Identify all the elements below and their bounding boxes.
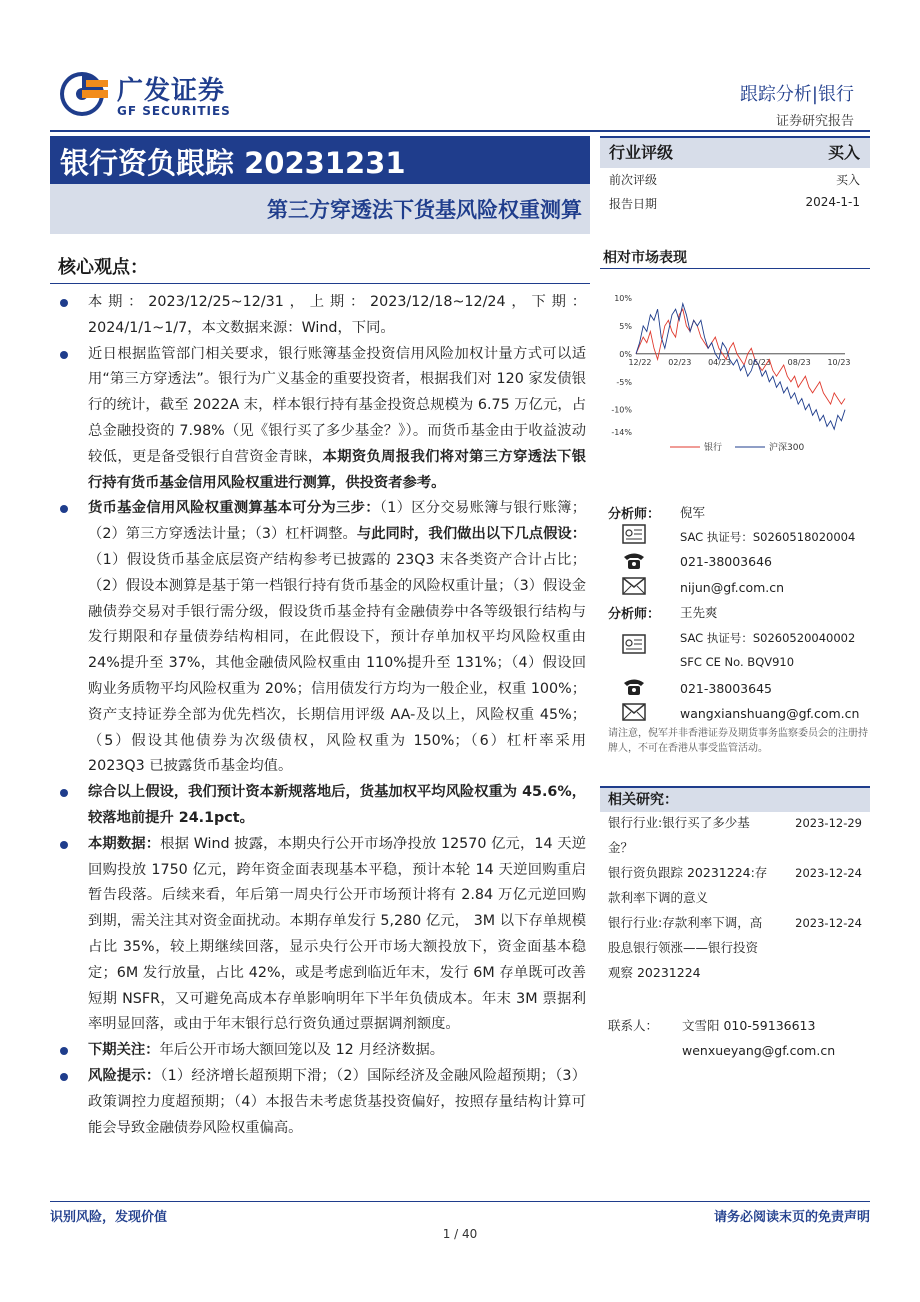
prev-rating-value: 买入 bbox=[835, 173, 860, 187]
bullet-text-segment: 根据 Wind 披露，本期央行公开市场净投放 12570 亿元，14 天逆回购投放 1750 亿元，跨年资金面表现基本平稳，预计本轮 14 天逆回购重启暂告段落。后续来看，年后第一周央行公开市场预计将有 2.84 万亿元逆回购到期，需关注其对资金面扰动。本期存单发行 5,280 亿元， 3M 以下存单规模占比 35%，较上期继续回落，显示央行公开市场大额投放下，资金面基本稳定；6M 发行放量，占比 42%，或是考虑到临近年末，发行 6M 存单既可改善短期 NSFR，又可避免高成本存单影响明年下半年负债成本。年末 3M 票据利率明显回落，或由于年末银行总行资负通过票据调剂额度。 bbox=[88, 835, 587, 1033]
legend-label: 银行 bbox=[704, 443, 723, 453]
report-title: 银行资负跟踪 20231231 bbox=[60, 146, 406, 180]
core-bullet-item bbox=[60, 342, 586, 497]
y-tick-label: 5% bbox=[619, 321, 632, 331]
x-tick-label: 08/23 bbox=[787, 357, 811, 367]
analyst-email-2: wangxianshuang@gf.com.cn bbox=[680, 706, 860, 721]
market-title: 相对市场表现 bbox=[603, 250, 687, 266]
bullet-text-segment: 本期：2023/12/25~12/31，上期：2023/12/18~12/24，下期：2024/1/1~1/7，本文数据来源：Wind，下同。 bbox=[88, 294, 586, 336]
brand-name-cn: 广发证券 bbox=[117, 76, 226, 106]
bullet-dot-icon bbox=[60, 789, 68, 797]
report-subtitle: 第三方穿透法下货基风险权重测算 bbox=[267, 198, 582, 222]
core-bullet-item bbox=[60, 496, 586, 780]
report-date-label: 报告日期 bbox=[609, 197, 658, 211]
gf-logo-icon bbox=[58, 70, 110, 118]
related-title: 相关研究： bbox=[608, 792, 678, 808]
analyst-disclaimer: 请注意，倪军并非香港证券及期货事务监察委员会的注册持牌人，不可在香港从事受监管活动。 bbox=[608, 728, 868, 754]
certificate-icon bbox=[622, 634, 646, 654]
bullet-text-segment: 近日根据监管部门相关要求，银行账簿基金投资信用风险加权计量方式可以适用“第三方穿透法”。银行为广义基金的重要投资者，根据我们对 120 家发债银行的统计，截至 2022A 末，样本银行持有基金投资总规模为 6.75 万亿元，占总金融投资的 7.98%（见《银行买了多少基金？》）。而货币基金由于收益波动较低，更是备受银行自营资金青睐， bbox=[88, 345, 586, 465]
report-date-value: 2024-1-1 bbox=[805, 195, 860, 209]
analyst-sac-1: SAC 执证号：S0260518020004 bbox=[680, 530, 856, 544]
bullet-dot-icon bbox=[60, 1073, 68, 1081]
core-divider bbox=[50, 283, 590, 284]
bullet-dot-icon bbox=[60, 299, 68, 307]
brand-name-en: GF SECURITIES bbox=[117, 104, 231, 118]
y-tick-label: -14% bbox=[611, 428, 632, 437]
email-icon bbox=[622, 702, 646, 722]
bullet-text-segment: 货币基金信用风险权重测算基本可分为三步： bbox=[88, 500, 380, 517]
core-viewpoints-title: 核心观点： bbox=[58, 257, 148, 278]
phone-icon bbox=[622, 676, 646, 696]
analyst-email-1: nijun@gf.com.cn bbox=[680, 580, 785, 595]
related-item-1-line2[interactable]: 金？ bbox=[608, 840, 634, 855]
analyst-sfc-2: SFC CE No. BQV910 bbox=[680, 655, 795, 669]
legend-label: 沪深300 bbox=[769, 443, 805, 453]
analyst-label-1: 分析师： bbox=[608, 507, 661, 522]
core-bullet-list bbox=[60, 290, 586, 1141]
related-item-3-line2[interactable]: 股息银行领涨——银行投资 bbox=[608, 940, 759, 955]
x-tick-label: 10/23 bbox=[827, 357, 851, 367]
analyst-phone-1: 021-38003646 bbox=[680, 554, 772, 569]
report-category: 跟踪分析|银行 bbox=[739, 84, 854, 105]
x-tick-label: 04/23 bbox=[708, 357, 732, 367]
bullet-text-segment: 年后公开市场大额回笼以及 12 月经济数据。 bbox=[159, 1042, 445, 1059]
core-bullet-item bbox=[60, 1064, 586, 1141]
bullet-text-segment: 综合以上假设，我们预计资本新规落地后，货基加权平均风险权重为 45.6%，较落地前提升 24.1pct。 bbox=[88, 784, 586, 826]
y-tick-label: -10% bbox=[611, 405, 632, 415]
phone-icon bbox=[622, 550, 646, 570]
y-tick-label: 0% bbox=[619, 349, 632, 359]
contact-name-phone: 文雪阳 010-59136613 bbox=[682, 1018, 816, 1033]
y-tick-label: -5% bbox=[616, 377, 632, 387]
footer-divider bbox=[50, 1201, 870, 1202]
analyst-label-2: 分析师： bbox=[608, 607, 661, 622]
related-item-2-line2[interactable]: 款利率下调的意义 bbox=[608, 890, 709, 905]
bullet-text-segment: 风险提示： bbox=[88, 1067, 161, 1084]
core-bullet-item bbox=[60, 780, 586, 832]
bullet-text-segment: （1）假设货币基金底层资产结构参考已披露的 23Q3 末各类资产合计占比；（2）假设本测算是基于第一档银行持有货币基金的风险权重计量；（3）假设金融债券交易对手银行需分级，假设货币基金持有金融债券中各等级银行结构与发行期限和存量债券结构相同，在此假设下，预计存单加权平均风险权重由 24%提升至 37%，其他金融债风险权重由 110%提升至 131%；（4）假设回购业务质物平均风险权重为 20%；信用债发行方均为一般企业，权重 100%；资产支持证券全部为优先档次，长期信用评级 AA-及以上，风险权重 45%；（5）假设其他债券为次级债权，风险权重为 150%；（6）杠杆率采用 2023Q3 已披露货币基金均值。 bbox=[88, 551, 586, 775]
bullet-dot-icon bbox=[60, 351, 68, 359]
contact-email[interactable]: wenxueyang@gf.com.cn bbox=[682, 1043, 836, 1058]
analyst-name-1: 倪军 bbox=[680, 505, 706, 520]
x-tick-label: 12/22 bbox=[628, 357, 652, 367]
footer-disclaimer-link[interactable]: 请务必阅读末页的免责声明 bbox=[713, 1210, 870, 1225]
related-item-3-line1[interactable]: 银行行业:存款利率下调，高 bbox=[608, 915, 763, 930]
bullet-text-segment: 本期数据： bbox=[88, 835, 161, 852]
email-icon bbox=[622, 576, 646, 596]
x-tick-label: 06/23 bbox=[747, 357, 771, 367]
page-number: 1 / 40 bbox=[442, 1227, 478, 1241]
related-item-1-date: 2023-12-29 bbox=[795, 816, 862, 830]
core-bullet-item bbox=[60, 832, 586, 1038]
bullet-dot-icon bbox=[60, 1047, 68, 1055]
y-tick-label: 10% bbox=[614, 294, 632, 303]
rating-label: 行业评级 bbox=[609, 143, 674, 162]
x-tick-label: 02/23 bbox=[668, 357, 692, 367]
relative-performance-chart bbox=[600, 285, 870, 460]
bullet-text-segment: 与此同时，我们做出以下几点假设： bbox=[356, 526, 587, 543]
report-type: 证券研究报告 bbox=[775, 114, 854, 129]
core-bullet-item bbox=[60, 290, 586, 342]
header-divider bbox=[50, 130, 870, 132]
related-item-1-line1[interactable]: 银行行业:银行买了多少基 bbox=[608, 815, 750, 830]
bullet-dot-icon bbox=[60, 505, 68, 513]
certificate-icon bbox=[622, 524, 646, 544]
bullet-text-segment: （1）区分交易账簿与银行账簿；（2）第三方穿透法计量；（3）杠杆调整。 bbox=[88, 500, 586, 543]
rating-value: 买入 bbox=[827, 143, 860, 162]
contact-label: 联系人： bbox=[608, 1018, 659, 1033]
bullet-text-segment: 本期资负周报我们将对第三方穿透法下银行持有货币基金信用风险权重进行测算，供投资者参考。 bbox=[88, 448, 587, 491]
bullet-dot-icon bbox=[60, 841, 68, 849]
prev-rating-label: 前次评级 bbox=[609, 173, 658, 187]
analyst-sac-2: SAC 执证号：S0260520040002 bbox=[680, 631, 856, 645]
related-item-3-line3[interactable]: 观察 20231224 bbox=[608, 965, 701, 980]
analyst-name-2: 王先爽 bbox=[680, 605, 718, 620]
core-bullet-item bbox=[60, 1038, 586, 1064]
analyst-phone-2: 021-38003645 bbox=[680, 681, 772, 696]
related-item-2-date: 2023-12-24 bbox=[795, 866, 862, 880]
related-item-3-date: 2023-12-24 bbox=[795, 916, 862, 930]
bullet-text-segment: （1）经济增长超预期下滑；（2）国际经济及金融风险超预期；（3）政策调控力度超预期；（4）本报告未考虑货基投资偏好，按照存量结构计算可能会导致金融债券风险权重偏高。 bbox=[88, 1067, 586, 1136]
footer-slogan: 识别风险，发现价值 bbox=[50, 1210, 168, 1225]
bullet-text-segment: 下期关注： bbox=[88, 1042, 160, 1059]
related-item-2-line1[interactable]: 银行资负跟踪 20231224:存 bbox=[608, 865, 768, 880]
series-line-bank bbox=[636, 309, 845, 404]
market-divider bbox=[600, 268, 870, 269]
